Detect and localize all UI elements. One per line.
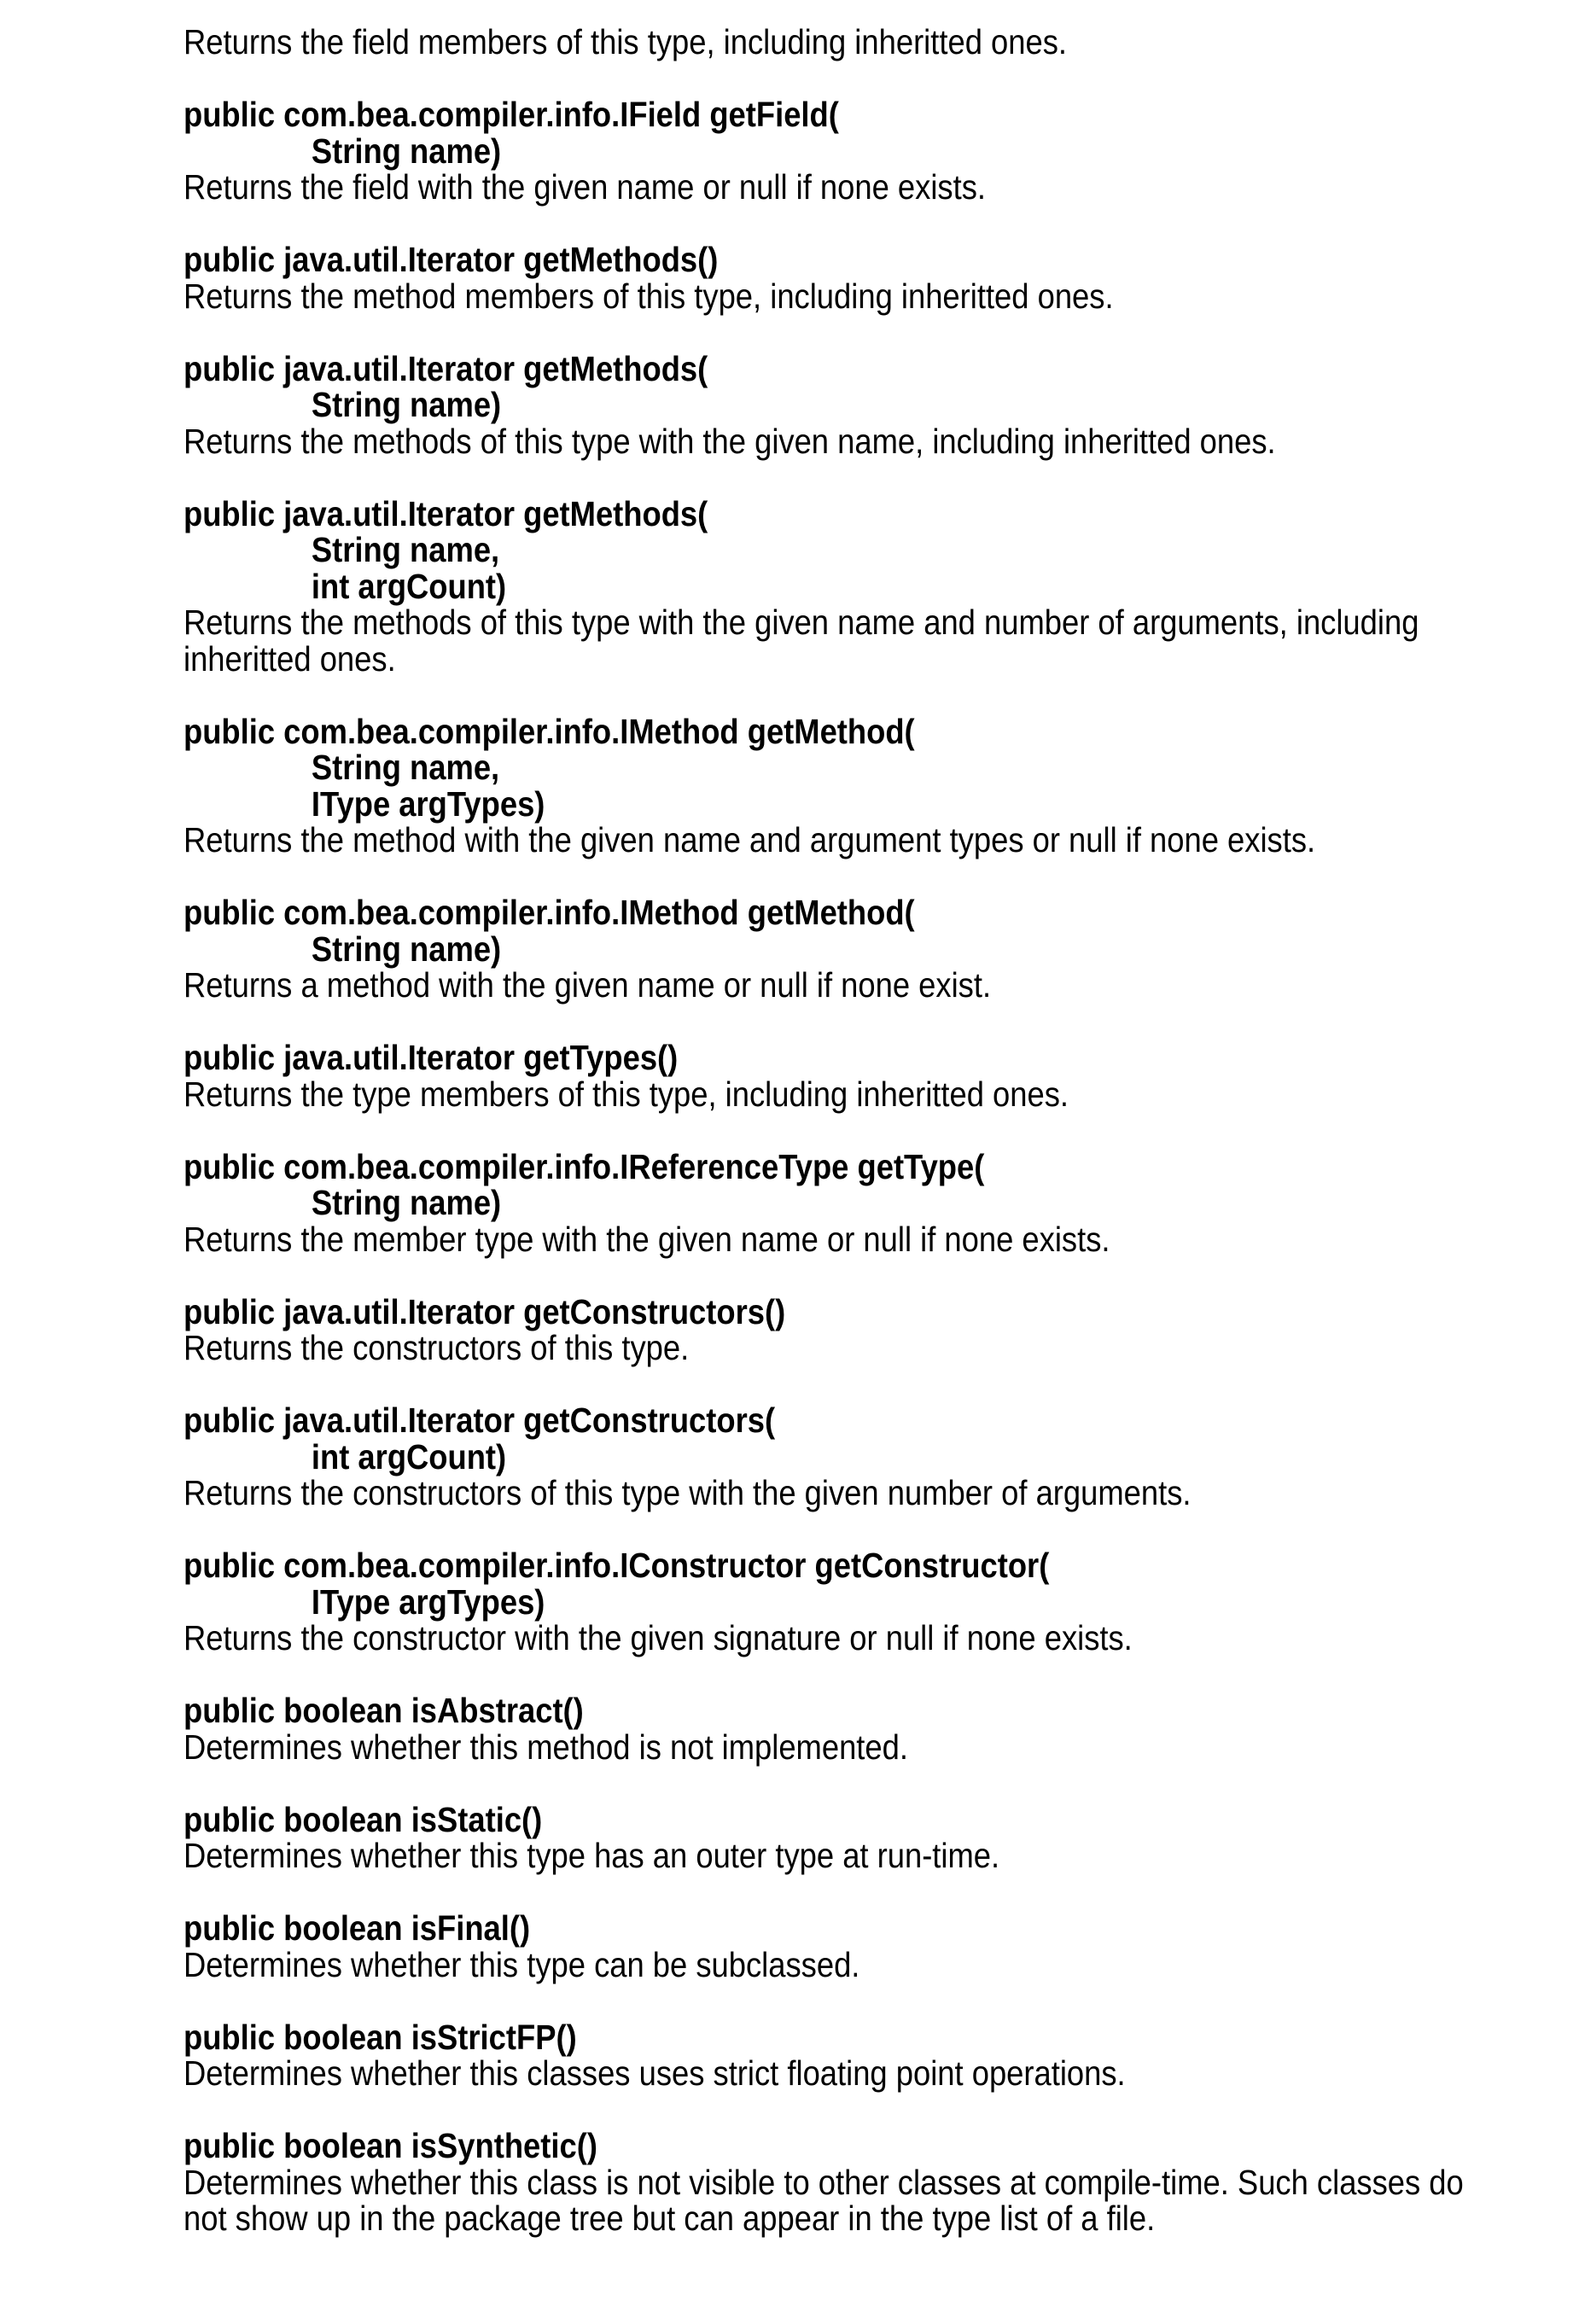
method-entry xyxy=(184,96,1464,206)
spacer xyxy=(184,1257,1464,1294)
method-parameter: IType argTypes) xyxy=(184,1584,1464,1621)
spacer xyxy=(184,2092,1464,2129)
method-entry xyxy=(184,714,1464,859)
method-signature: public java.util.Iterator getConstructors() xyxy=(184,1294,1464,1331)
intro-description: Returns the field members of this type, including inheritted ones. xyxy=(184,24,1464,61)
method-description: Determines whether this classes uses strict floating point operations. xyxy=(184,2055,1464,2092)
method-parameter: String name) xyxy=(184,931,1464,968)
method-parameter: String name) xyxy=(184,133,1464,170)
spacer xyxy=(184,1112,1464,1149)
method-signature: public java.util.Iterator getMethods( xyxy=(184,496,1464,533)
method-entry xyxy=(184,894,1464,1004)
method-entry xyxy=(184,1692,1464,1765)
method-description: Returns the constructors of this type. xyxy=(184,1330,1464,1366)
method-signature: public com.bea.compiler.info.IField getField( xyxy=(184,96,1464,133)
method-description: Returns the type members of this type, including inheritted ones. xyxy=(184,1076,1464,1113)
spacer xyxy=(184,1511,1464,1548)
spacer xyxy=(184,1983,1464,2019)
method-signature: public com.bea.compiler.info.IReferenceType getType( xyxy=(184,1149,1464,1185)
method-entry xyxy=(184,1802,1464,1874)
method-entry xyxy=(184,1040,1464,1112)
method-description: Determines whether this method is not implemented. xyxy=(184,1729,1464,1766)
method-signature: public java.util.Iterator getMethods() xyxy=(184,242,1464,278)
method-description: Returns the field with the given name or null if none exists. xyxy=(184,169,1464,206)
method-entry xyxy=(184,1294,1464,1366)
spacer xyxy=(184,459,1464,496)
method-entry xyxy=(184,1547,1464,1657)
method-signature: public java.util.Iterator getMethods( xyxy=(184,351,1464,387)
method-parameter: String name, xyxy=(184,532,1464,568)
method-entry xyxy=(184,1910,1464,1983)
method-description: Determines whether this type can be subclassed. xyxy=(184,1947,1464,1983)
spacer xyxy=(184,206,1464,242)
method-signature: public boolean isStrictFP() xyxy=(184,2019,1464,2056)
method-signature: public java.util.Iterator getConstructors( xyxy=(184,1402,1464,1439)
spacer xyxy=(184,1765,1464,1802)
method-description: Returns the member type with the given name or null if none exists. xyxy=(184,1221,1464,1258)
method-signature: public com.bea.compiler.info.IConstructor getConstructor( xyxy=(184,1547,1464,1584)
method-description: Returns the method with the given name and argument types or null if none exists. xyxy=(184,822,1464,859)
method-entry xyxy=(184,1149,1464,1258)
api-documentation xyxy=(184,24,1464,2237)
method-parameter: String name) xyxy=(184,387,1464,423)
spacer xyxy=(184,314,1464,351)
method-description: Returns a method with the given name or null if none exist. xyxy=(184,967,1464,1004)
method-signature: public boolean isStatic() xyxy=(184,1802,1464,1838)
method-description: Returns the constructors of this type with the given number of arguments. xyxy=(184,1475,1464,1511)
method-signature: public java.util.Iterator getTypes() xyxy=(184,1040,1464,1076)
spacer xyxy=(184,1366,1464,1403)
method-entry xyxy=(184,2019,1464,2092)
method-parameter: IType argTypes) xyxy=(184,786,1464,823)
spacer xyxy=(184,1004,1464,1040)
method-signature: public com.bea.compiler.info.IMethod getMethod( xyxy=(184,714,1464,750)
method-entry xyxy=(184,2128,1464,2237)
spacer xyxy=(184,859,1464,895)
method-signature: public com.bea.compiler.info.IMethod getMethod( xyxy=(184,894,1464,931)
method-entry xyxy=(184,1402,1464,1511)
method-parameter: int argCount) xyxy=(184,568,1464,605)
method-signature: public boolean isAbstract() xyxy=(184,1692,1464,1729)
method-parameter: String name) xyxy=(184,1185,1464,1221)
method-description: Determines whether this class is not visible to other classes at compile-time. Such classes do not show up in the package tree but can appear in the type list of a file. xyxy=(184,2164,1464,2237)
method-entry xyxy=(184,496,1464,678)
method-description: Determines whether this type has an outer type at run-time. xyxy=(184,1838,1464,1874)
method-description: Returns the methods of this type with the given name and number of arguments, including inheritted ones. xyxy=(184,604,1464,677)
method-signature: public boolean isFinal() xyxy=(184,1910,1464,1947)
method-entry xyxy=(184,242,1464,314)
method-description: Returns the method members of this type, including inheritted ones. xyxy=(184,278,1464,315)
method-signature: public boolean isSynthetic() xyxy=(184,2128,1464,2164)
spacer xyxy=(184,1874,1464,1911)
spacer xyxy=(184,677,1464,714)
spacer xyxy=(184,61,1464,97)
method-entry xyxy=(184,351,1464,460)
method-parameter: String name, xyxy=(184,749,1464,786)
method-description: Returns the methods of this type with the given name, including inheritted ones. xyxy=(184,423,1464,460)
method-parameter: int argCount) xyxy=(184,1439,1464,1476)
method-description: Returns the constructor with the given signature or null if none exists. xyxy=(184,1620,1464,1657)
spacer xyxy=(184,1657,1464,1693)
